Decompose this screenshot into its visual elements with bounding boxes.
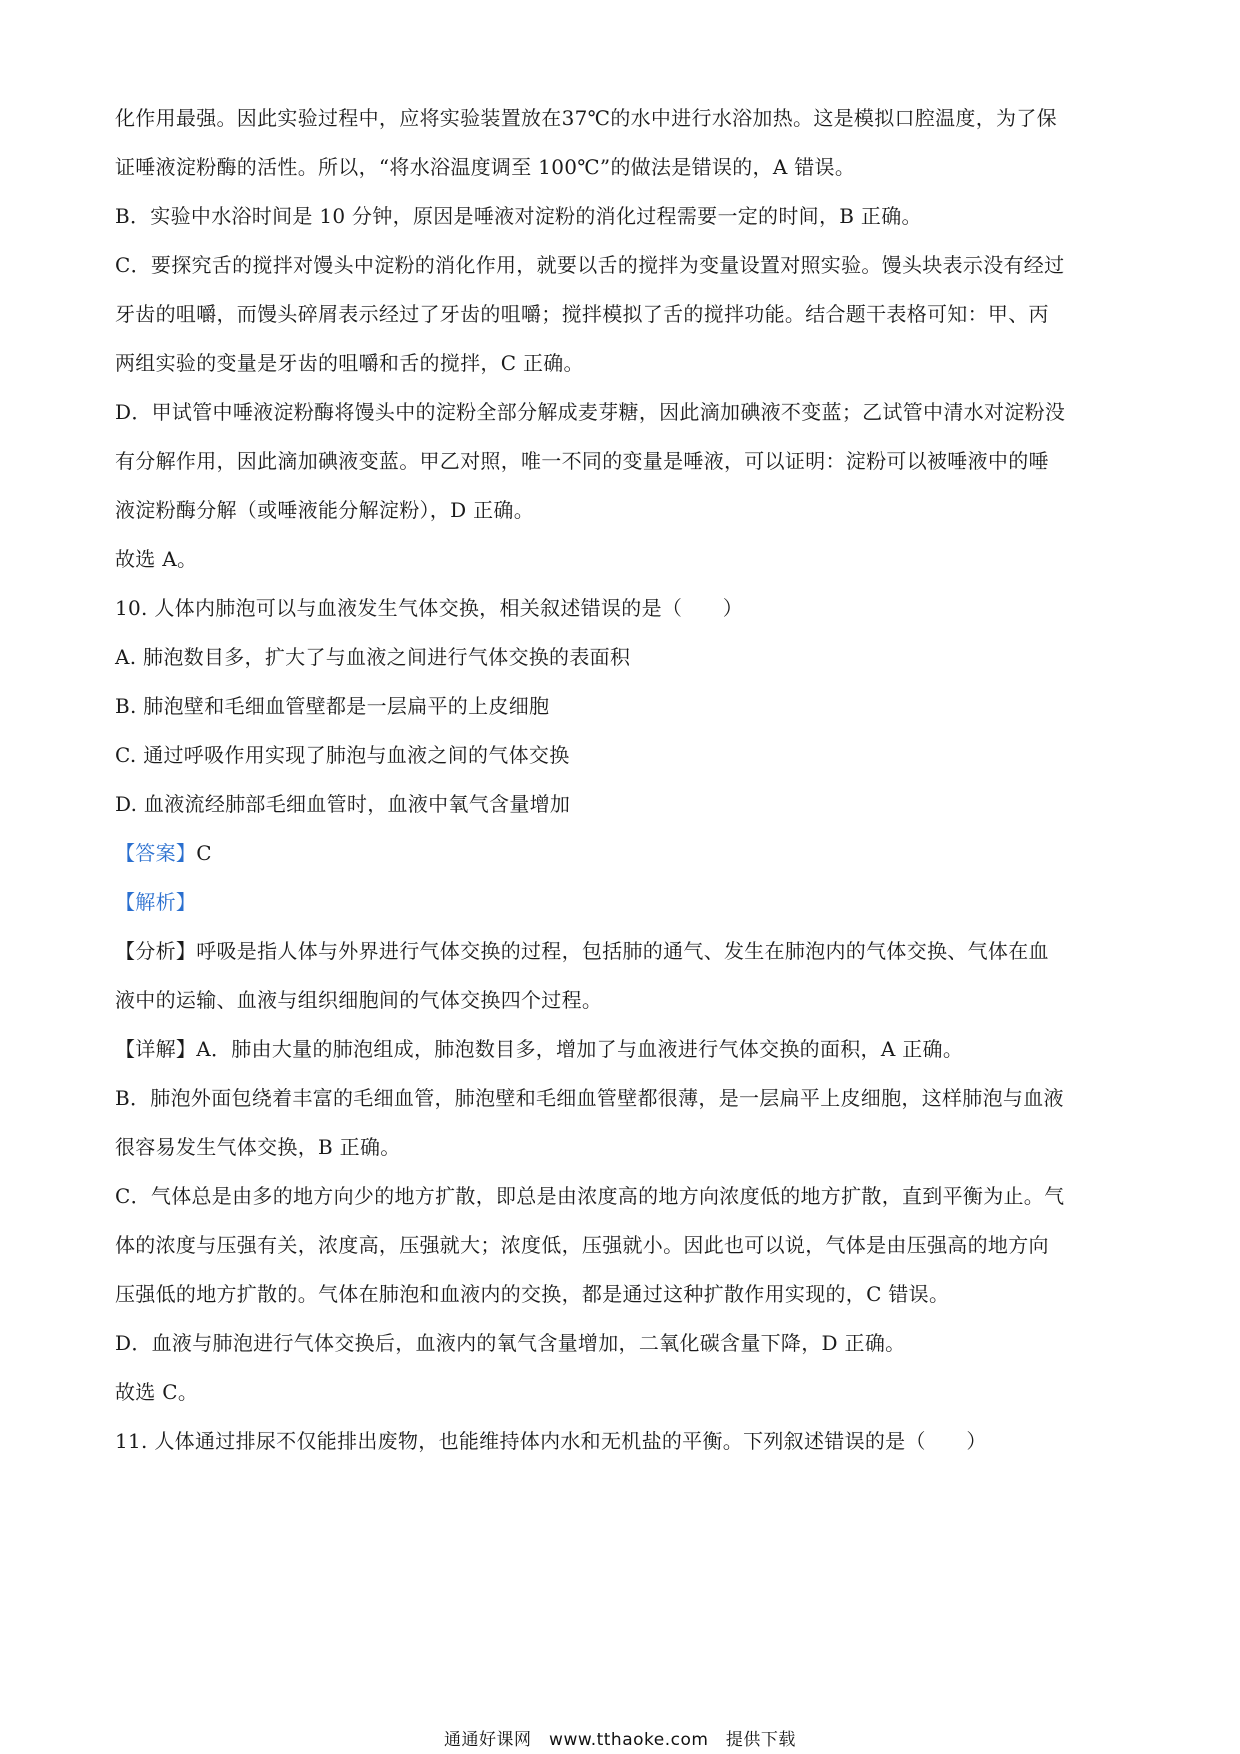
text-line: B．实验中水浴时间是 10 分钟，原因是唾液对淀粉的消化过程需要一定的时间，B 正确。 — [115, 204, 922, 228]
text-line: 体的浓度与压强有关，浓度高，压强就大；浓度低，压强就小。因此也可以说，气体是由压强高的地方向 — [115, 1233, 1049, 1257]
question-11-stem: 11. 人体通过排尿不仅能排出废物，也能维持体内水和无机盐的平衡。下列叙述错误的是（ ） — [115, 1429, 987, 1453]
text-line: 压强低的地方扩散的。气体在肺泡和血液内的交换，都是通过这种扩散作用实现的，C 错误。 — [115, 1282, 950, 1306]
answer-tag: 【答案】 — [115, 841, 197, 865]
text-line: 有分解作用，因此滴加碘液变蓝。甲乙对照，唯一不同的变量是唾液，可以证明：淀粉可以被唾液中的唾 — [115, 449, 1049, 473]
text-line: D．血液与肺泡进行气体交换后，血液内的氧气含量增加，二氧化碳含量下降，D 正确。 — [115, 1331, 906, 1355]
text-line: 两组实验的变量是牙齿的咀嚼和舌的搅拌，C 正确。 — [115, 351, 584, 375]
text-line: 化作用最强。因此实验过程中，应将实验装置放在37℃的水中进行水浴加热。这是模拟口腔温度，为了保 — [115, 106, 1057, 130]
question-10-option-b: B. 肺泡壁和毛细血管壁都是一层扁平的上皮细胞 — [115, 694, 550, 718]
text-line: C．要探究舌的搅拌对馒头中淀粉的消化作用，就要以舌的搅拌为变量设置对照实验。馒头块表示没有经过 — [115, 253, 1065, 277]
text-line: 【分析】呼吸是指人体与外界进行气体交换的过程，包括肺的通气、发生在肺泡内的气体交换、气体在血 — [115, 939, 1049, 963]
text-line: 牙齿的咀嚼，而馒头碎屑表示经过了牙齿的咀嚼；搅拌模拟了舌的搅拌功能。结合题干表格可知：甲、丙 — [115, 302, 1049, 326]
text-line: 故选 C。 — [115, 1380, 199, 1404]
analysis-tag: 【解析】 — [115, 890, 197, 914]
document-page — [115, 94, 1130, 1466]
text-line: 很容易发生气体交换，B 正确。 — [115, 1135, 401, 1159]
question-10-option-a: A. 肺泡数目多，扩大了与血液之间进行气体交换的表面积 — [115, 645, 631, 669]
answer-line — [115, 829, 1130, 878]
answer-value: C — [196, 841, 212, 865]
text-line: 液中的运输、血液与组织细胞间的气体交换四个过程。 — [115, 988, 603, 1012]
question-10-stem: 10. 人体内肺泡可以与血液发生气体交换，相关叙述错误的是（ ） — [115, 596, 744, 620]
text-line: 证唾液淀粉酶的活性。所以，“将水浴温度调至 100℃”的做法是错误的，A 错误。 — [115, 155, 856, 179]
text-line: 故选 A。 — [115, 547, 198, 571]
text-line: B．肺泡外面包绕着丰富的毛细血管，肺泡壁和毛细血管壁都很薄，是一层扁平上皮细胞，这样肺泡与血液 — [115, 1086, 1064, 1110]
page-footer: 通通好课网 www.tthaoke.com 提供下载 — [444, 1730, 796, 1750]
text-line: D．甲试管中唾液淀粉酶将馒头中的淀粉全部分解成麦芽糖，因此滴加碘液不变蓝；乙试管中清水对淀粉没 — [115, 400, 1066, 424]
text-line: 液淀粉酶分解（或唾液能分解淀粉），D 正确。 — [115, 498, 534, 522]
text-line: C．气体总是由多的地方向少的地方扩散，即总是由浓度高的地方向浓度低的地方扩散，直到平衡为止。气 — [115, 1184, 1065, 1208]
question-10-option-d: D. 血液流经肺部毛细血管时，血液中氧气含量增加 — [115, 792, 571, 816]
text-line: 【详解】A．肺由大量的肺泡组成，肺泡数目多，增加了与血液进行气体交换的面积，A 正确。 — [115, 1037, 964, 1061]
question-10-option-c: C. 通过呼吸作用实现了肺泡与血液之间的气体交换 — [115, 743, 570, 767]
